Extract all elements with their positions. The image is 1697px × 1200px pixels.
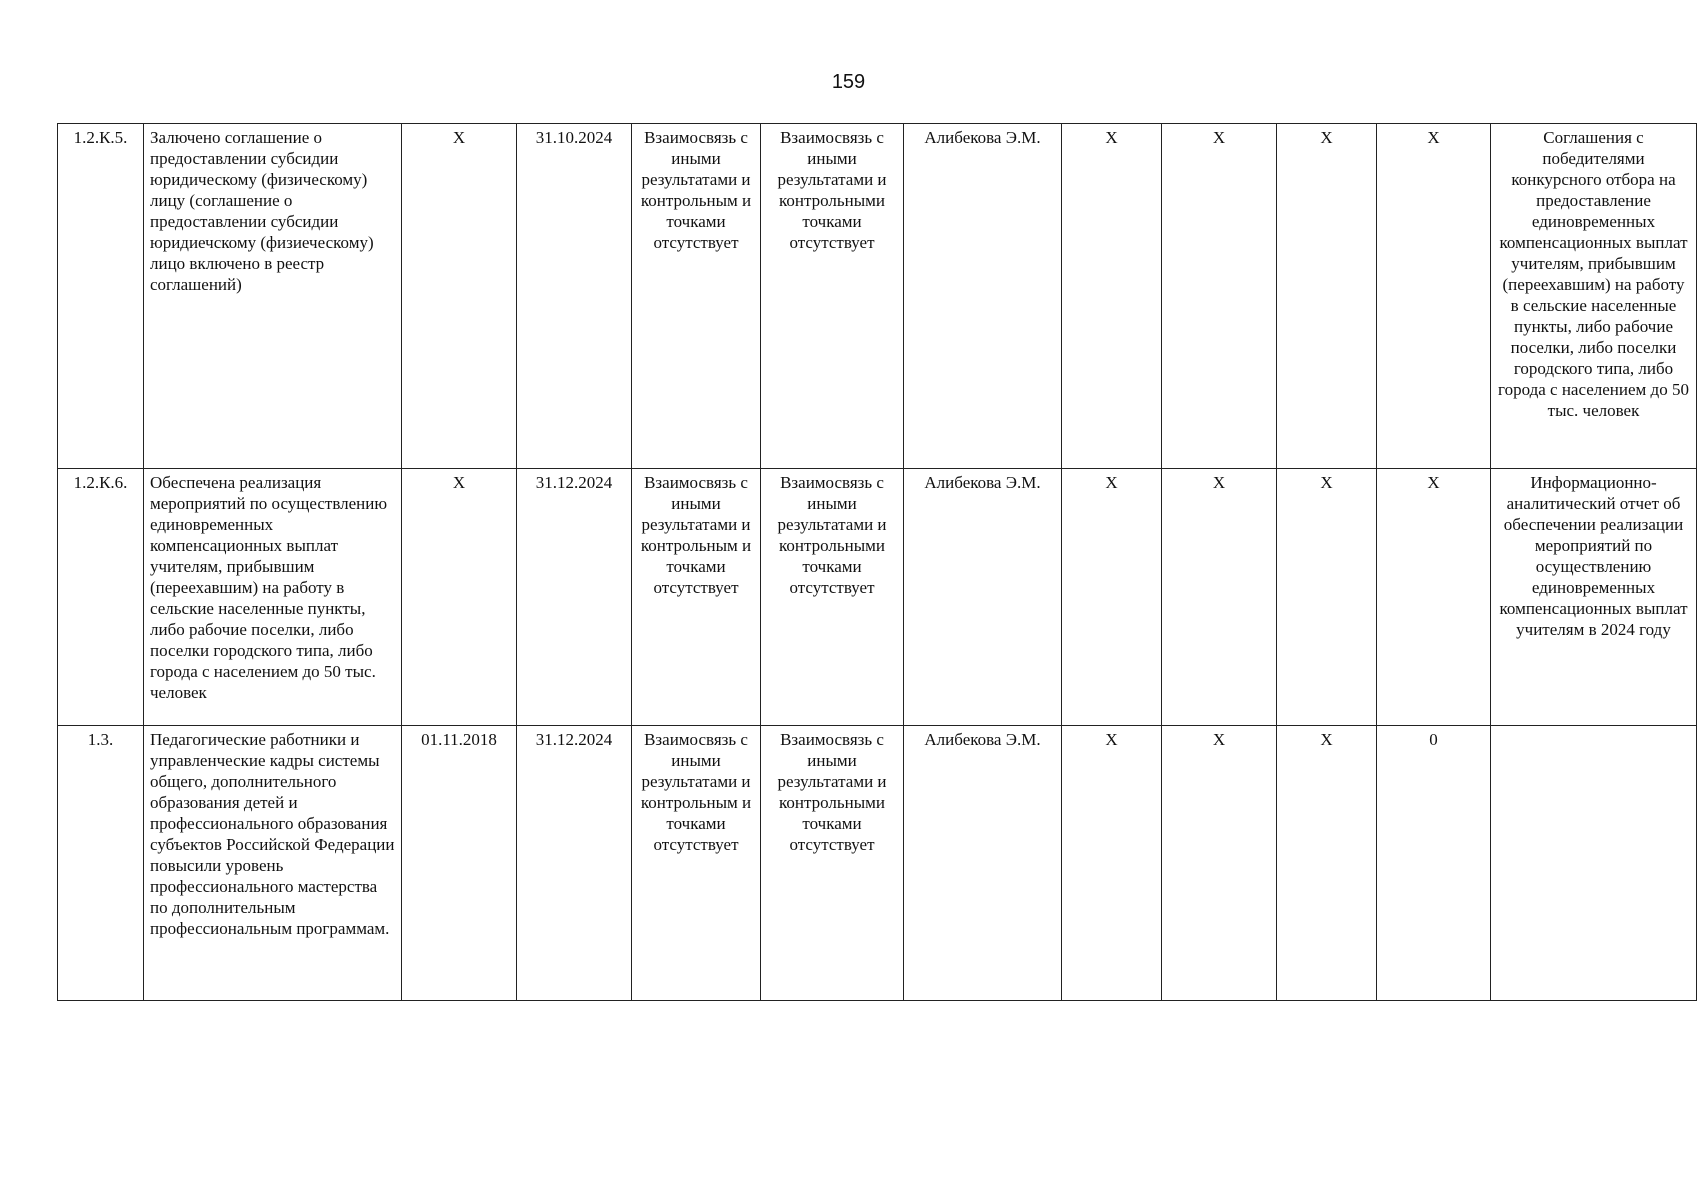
responsible-cell: Алибекова Э.М. xyxy=(904,726,1062,1001)
value-cell: X xyxy=(1277,124,1377,469)
start-date-cell: 01.11.2018 xyxy=(402,726,517,1001)
end-date-cell: 31.12.2024 xyxy=(517,469,632,726)
value-cell: X xyxy=(1377,469,1491,726)
plan-table xyxy=(57,123,1697,1001)
document-cell: Соглашения с победителями конкурсного отбора на предоставление единовременных компенсационных выплат учителям, прибывшим (переехавшим) на работу в сельские населенные пункты, либо рабочие поселки, либо поселки городского типа, либо города с населением до 50 тыс. человек xyxy=(1491,124,1697,469)
successor-cell: Взаимосвязь с иными результатами и контрольными точками отсутствует xyxy=(761,726,904,1001)
value-cell: X xyxy=(1062,124,1162,469)
value-cell: X xyxy=(1062,726,1162,1001)
value-cell: X xyxy=(1162,124,1277,469)
predecessor-cell: Взаимосвязь с иными результатами и контрольным и точками отсутствует xyxy=(632,726,761,1001)
page-number: 159 xyxy=(831,71,866,93)
value-cell: X xyxy=(1377,124,1491,469)
value-cell: X xyxy=(1162,726,1277,1001)
successor-cell: Взаимосвязь с иными результатами и контрольными точками отсутствует xyxy=(761,469,904,726)
responsible-cell: Алибекова Э.М. xyxy=(904,124,1062,469)
result-name-cell: Педагогические работники и управленческие кадры системы общего, дополнительного образования детей и профессионального образования субъектов Российской Федерации повысили уровень профессионального мастерства по дополнительным профессиональным программам. xyxy=(144,726,402,1001)
value-cell: 0 xyxy=(1377,726,1491,1001)
table-row xyxy=(58,469,1697,726)
start-date-cell: X xyxy=(402,124,517,469)
end-date-cell: 31.12.2024 xyxy=(517,726,632,1001)
predecessor-cell: Взаимосвязь с иными результатами и контрольным и точками отсутствует xyxy=(632,469,761,726)
successor-cell: Взаимосвязь с иными результатами и контрольными точками отсутствует xyxy=(761,124,904,469)
table-row xyxy=(58,726,1697,1001)
end-date-cell: 31.10.2024 xyxy=(517,124,632,469)
value-cell: X xyxy=(1162,469,1277,726)
result-name-cell: Обеспечена реализация мероприятий по осуществлению единовременных компенсационных выплат учителям, прибывшим (переехавшим) на работу в сельские населенные пункты, либо рабочие поселки, либо поселки городского типа, либо города с населением до 50 тыс. человек xyxy=(144,469,402,726)
value-cell: X xyxy=(1277,469,1377,726)
row-number-cell: 1.2.К.5. xyxy=(58,124,144,469)
result-name-cell: Залючено соглашение о предоставлении субсидии юридическому (физическому) лицу (соглашение о предоставлении субсидии юридиечскому (физиеческому) лицо включено в реестр соглашений) xyxy=(144,124,402,469)
predecessor-cell: Взаимосвязь с иными результатами и контрольным и точками отсутствует xyxy=(632,124,761,469)
row-number-cell: 1.3. xyxy=(58,726,144,1001)
responsible-cell: Алибекова Э.М. xyxy=(904,469,1062,726)
document-cell xyxy=(1491,726,1697,1001)
start-date-cell: X xyxy=(402,469,517,726)
value-cell: X xyxy=(1277,726,1377,1001)
document-cell: Информационно-аналитический отчет об обеспечении реализации мероприятий по осуществлению единовременных компенсационных выплат учителям в 2024 году xyxy=(1491,469,1697,726)
table-row xyxy=(58,124,1697,469)
value-cell: X xyxy=(1062,469,1162,726)
row-number-cell: 1.2.К.6. xyxy=(58,469,144,726)
